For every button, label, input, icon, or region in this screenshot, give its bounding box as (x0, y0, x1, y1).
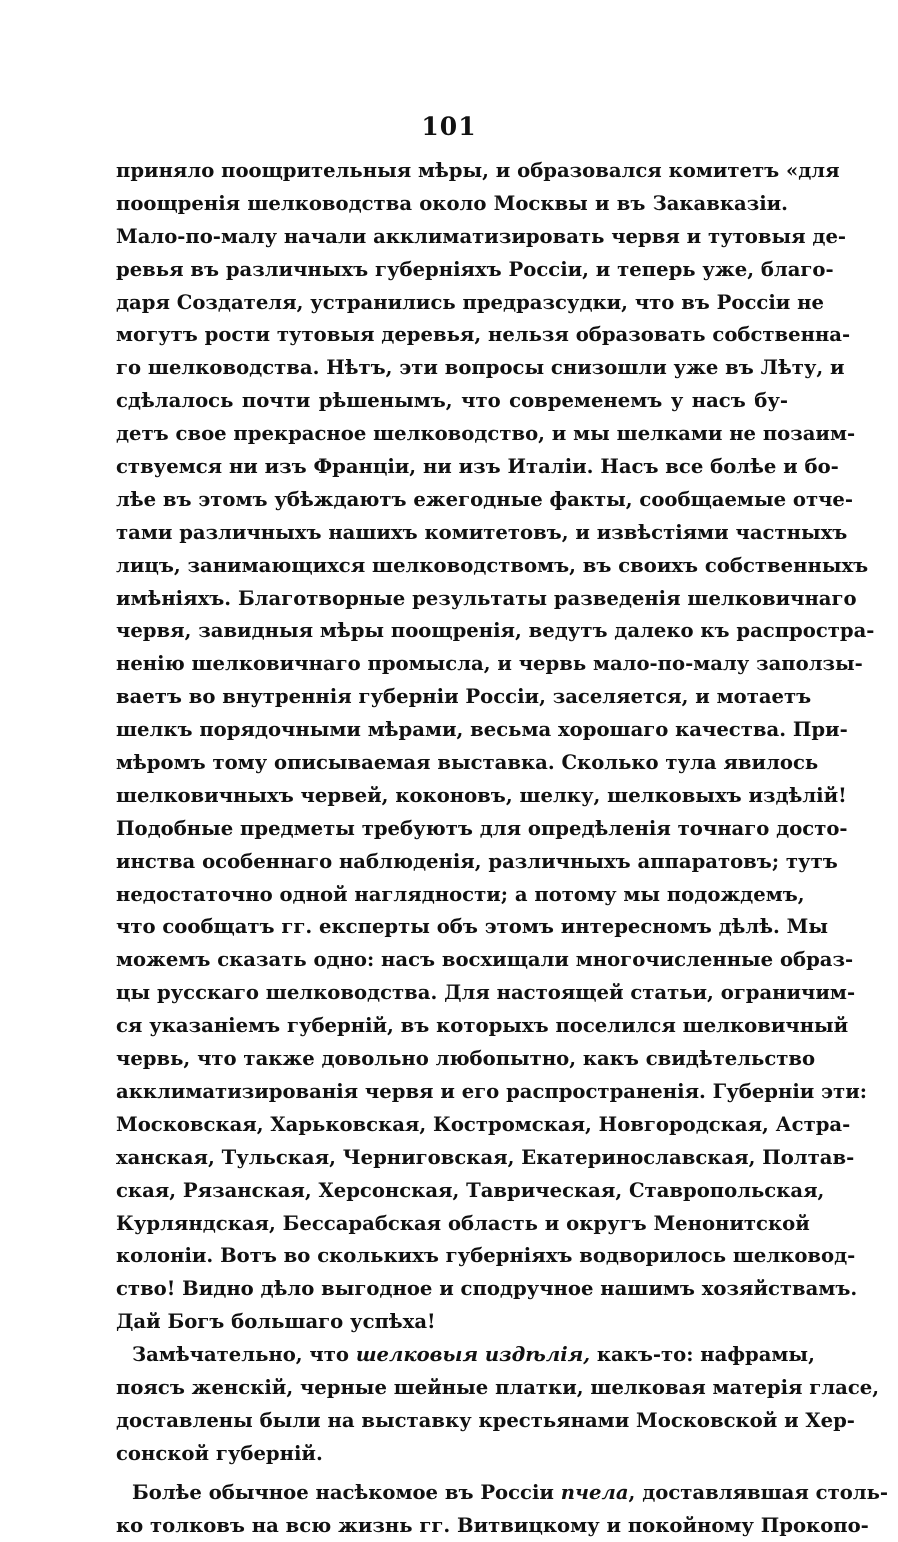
text-line: доставлены были на выставку крестьянами Московской и Хер- (116, 1408, 855, 1432)
page-number: 101 (421, 112, 477, 141)
text-line: сдѣлалось почти рѣшенымъ, что современемъ у насъ бу- (116, 389, 788, 413)
text-line: ненію шелковичнаго промысла, и червь мало-по-малу заползы- (116, 652, 863, 676)
text-run: Замѣчательно, что (132, 1343, 356, 1367)
text-line: приняло поощрительныя мѣры, и образовался комитетъ «для (116, 159, 840, 182)
text-line: ханская, Тульская, Черниговская, Екатеринославская, Полтав- (116, 1145, 855, 1169)
paragraph-1 (116, 155, 875, 1339)
text-line: шелковичныхъ червей, коконовъ, шелку, шелковыхъ издѣлій! (116, 783, 847, 807)
text-line: Курляндская, Бессарабская область и округъ Менонитской (116, 1211, 810, 1235)
text-line: инства особеннаго наблюденія, различныхъ аппаратовъ; тутъ (116, 849, 838, 873)
text-line: тами различныхъ нашихъ комитетовъ, и извѣстіями частныхъ (116, 520, 848, 544)
paragraph-2 (116, 1339, 880, 1471)
text-line: шелкъ порядочными мѣрами, весьма хорошаго качества. При- (116, 718, 848, 742)
text-line: Подобные предметы требуютъ для опредѣленія точнаго досто- (116, 816, 848, 840)
text-line: лицъ, занимающихся шелководствомъ, въ своихъ собственныхъ (116, 553, 869, 577)
text-line: могутъ рости тутовыя деревья, нельзя образовать собственна- (116, 323, 851, 347)
text-line: мѣромъ тому описываемая выставка. Сколько тула явилось (116, 751, 819, 775)
text-run: Болѣе обычное насѣкомое въ Россіи (132, 1480, 561, 1504)
text-line: можемъ сказать одно: насъ восхищали многочисленные образ- (116, 948, 854, 972)
text-line: цы русскаго шелководства. Для настоящей статьи, ограничим- (116, 981, 856, 1005)
italic-phrase: шелковыя издѣлія, (355, 1343, 591, 1367)
text-line (116, 1339, 815, 1372)
text-line: акклиматизированія червя и его распространенія. Губерніи эти: (116, 1079, 867, 1103)
text-line: Дай Богъ большаго успѣха! (116, 1310, 436, 1334)
text-line: ся указаніемъ губерній, въ которыхъ поселился шелковичный (116, 1014, 849, 1038)
text-line: поощренія шелководства около Москвы и въ Закавказіи. (116, 191, 788, 215)
text-line: лѣе въ этомъ убѣждаютъ ежегодные факты, сообщаемые отче- (116, 487, 854, 511)
text-line: поясъ женскій, черные шейные платки, шелковая матерія гласе, (116, 1375, 880, 1399)
text-line: колоніи. Вотъ во сколькихъ губерніяхъ водворилось шелковод- (116, 1244, 856, 1268)
text-run: какъ-то: нафрамы, (590, 1343, 815, 1367)
text-line: недостаточно одной наглядности; а потому мы подождемъ, (116, 882, 805, 906)
text-line: червя, завидныя мѣры поощренія, ведутъ далеко къ распростра- (116, 619, 875, 643)
text-line: Мало-по-малу начали акклиматизировать червя и тутовыя де- (116, 224, 847, 248)
text-line: что сообщатъ гг. експерты объ этомъ интересномъ дѣлѣ. Мы (116, 915, 828, 939)
text-line: червь, что также довольно любопытно, какъ свидѣтельство (116, 1047, 816, 1071)
text-line: го шелководства. Нѣтъ, эти вопросы снизошли уже въ Лѣту, и (116, 356, 845, 380)
text-line: ревья въ различныхъ губерніяхъ Россіи, и теперь уже, благо- (116, 257, 834, 281)
text-line: ство! Видно дѣло выгодное и сподручное нашимъ хозяйствамъ. (116, 1277, 858, 1301)
text-line (116, 1477, 889, 1510)
text-line: сонской губерній. (116, 1441, 323, 1465)
text-line: ко толковъ на всю жизнь гг. Витвицкому и покойному Прокопо- (116, 1513, 869, 1537)
text-run: , доставлявшая столь- (628, 1480, 889, 1504)
paragraph-3 (116, 1477, 889, 1542)
italic-phrase: пчела (560, 1480, 629, 1504)
text-line: ствуемся ни изъ Франціи, ни изъ Италіи. Насъ все болѣе и бо- (116, 455, 839, 479)
text-line: имѣніяхъ. Благотворные результаты разведенія шелковичнаго (116, 586, 857, 610)
text-line: детъ свое прекрасное шелководство, и мы шелками не позаим- (116, 422, 856, 446)
text-line: Московская, Харьковская, Костромская, Новгородская, Астра- (116, 1112, 851, 1136)
text-line: ская, Рязанская, Херсонская, Таврическая, Ставропольская, (116, 1178, 825, 1202)
text-line: ваетъ во внутреннія губерніи Россіи, заселяется, и мотаетъ (116, 685, 812, 709)
body-text (116, 155, 889, 1542)
text-line: даря Создателя, устранились предразсудки, что въ Россіи не (116, 290, 824, 314)
